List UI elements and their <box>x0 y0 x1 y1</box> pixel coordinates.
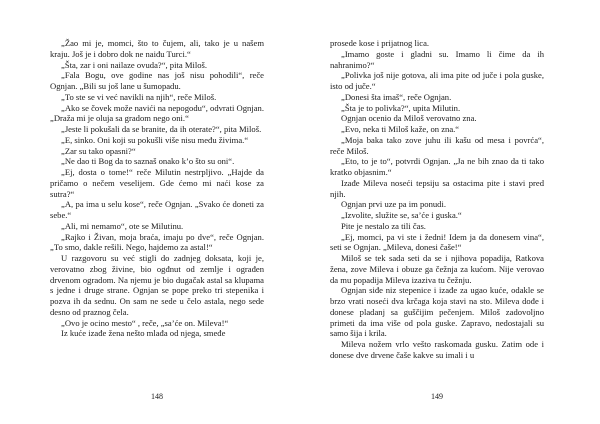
paragraph: Izađe Mileva noseći tepsiju sa ostacima pite i stavi pred njih. <box>330 177 544 199</box>
paragraph: „Ako se čovek može navići na nepogodu“, odvrati Ognjan. „Draža mi je oluja sa gradom nego oni.“ <box>50 102 264 124</box>
paragraph: „Žao mi je, momci, što to čujem, ali, tako je u našem kraju. Još je i dobro dok ne naiđu Turci.“ <box>50 38 264 59</box>
paragraph: Ognjan prvi uze pa im ponudi. <box>341 199 447 210</box>
paragraph: „Rajko i Živan, moja braća, imaju po dve“, reče Ognjan. „To smo, dakle rešili. Nego, hajdemo za astal!“ <box>50 231 264 253</box>
paragraph: „Polivka još nije gotova, ali ima pite od juče i pola guske, isto od juče.“ <box>330 70 544 91</box>
left-page-text <box>50 38 264 339</box>
paragraph: „Ali, mi nemamo“, ote se Milutinu. <box>61 220 184 231</box>
paragraph: U razgovoru su već stigli do zadnjeg doksata, koji je, verovatno zbog živine, bio ogđnut od zemlje i ograđen drvenom ogradom. Na njemu je bio dugačak astal sa klupama s jedne i druge strane. Ognjan se pope preko tri stepenika i pozva ih da sednu. On sam ne sede u čelo astala, nego sede desno od praznog čela. <box>50 253 264 317</box>
paragraph: „Ne dao ti Bog da to saznaš onako k’o što su oni“. <box>61 156 235 167</box>
paragraph: Ognjan ocenio da Miloš verovatno zna. <box>341 113 477 124</box>
left-page-number: 148 <box>151 392 163 401</box>
paragraph: „Izvolite, služite se, sa’će i guska.“ <box>341 210 462 220</box>
right-page-number: 149 <box>431 392 443 401</box>
right-page-text <box>330 38 544 361</box>
paragraph: „Ovo je ocino mesto“ , reče, „sa’će on. Mileva!“ <box>61 317 229 328</box>
paragraph: „Donesi šta imaš“, reče Ognjan. <box>341 91 452 102</box>
paragraph: „A, pa ima u selu kose“, reče Ognjan. „Svako će doneti za sebe.“ <box>50 199 264 220</box>
paragraph: „Šta, zar i oni nailaze ovuda?“, pita Miloš. <box>61 59 208 70</box>
paragraph: „Evo, neka ti Miloš kaže, on zna.“ <box>341 124 460 134</box>
paragraph: Iz kuće izađe žena nešto mlađa od njega, smeđe <box>61 328 226 339</box>
paragraph: „E, sinko. Oni koji su pokušli više nisu među živima.“ <box>61 134 249 145</box>
paragraph: prosede kose i prijatnog lica. <box>330 38 430 48</box>
paragraph: „Fala Bogu, ove godine nas još nisu pohodili“, reče Ognjan. „Bili su još lane u šumopadu. <box>50 70 264 91</box>
paragraph: „Ej, momci, pa vi ste i žedni! Idem ja da donesem vina“, seti se Ognjan. „Mileva, donesi čaše!“ <box>330 231 544 253</box>
paragraph: Pite je nestalo za tili čas. <box>341 220 426 231</box>
paragraph: Mileva nožem vrlo veštо raskomada gusku. Zatim ode i donese dve drvene čaše kakve su imali i u <box>330 339 544 360</box>
paragraph: „Ej, dosta o tome!“ reče Milutin nestrpljivo. „Hajde da pričamo o nečem veselijem. Gde ćemo mi naći kose za sutra?“ <box>50 167 264 199</box>
paragraph: Miloš se tek sada seti da se i njihova popadija, Ratkova žena, zove Mileva i obuze ga čežnja za kućom. Nije verovao da mu popadija Mileva izaziva tu čežnju. <box>330 253 544 285</box>
paragraph: „Moja baka tako zove juhu ili kašu od mesa i povrća“, reče Miloš. <box>330 134 544 156</box>
paragraph: „Jeste li pokušali da se branite, da ih oterate?“, pita Miloš. <box>61 124 262 134</box>
paragraph: „Eto, to je to“, potvrdi Ognjan. „Ja ne bih znao da ti tako kratko objasnim.“ <box>330 156 544 177</box>
paragraph: „Šta je to polivka?“, upita Milutin. <box>341 102 461 113</box>
paragraph: „To ste se vi već navikli na njih“, reče Miloš. <box>61 91 217 102</box>
paragraph: Ognjan siđe niz stepenice i izađe za ugao kuće, odakle se brzo vrati noseći dva krčaga koja stavi na sto. Mileva dođe i donese pladanj sa guščijim pečenjem. Miloš zadovoljno primeti da ima više od pola guske. Zapravo, nedostajali su samo šija i krila. <box>330 285 544 339</box>
paragraph: „Imamo goste i gladni su. Imamo li čime da ih nahranimo?“ <box>330 48 544 70</box>
paragraph: „Zar su tako opasni?“ <box>61 145 136 156</box>
